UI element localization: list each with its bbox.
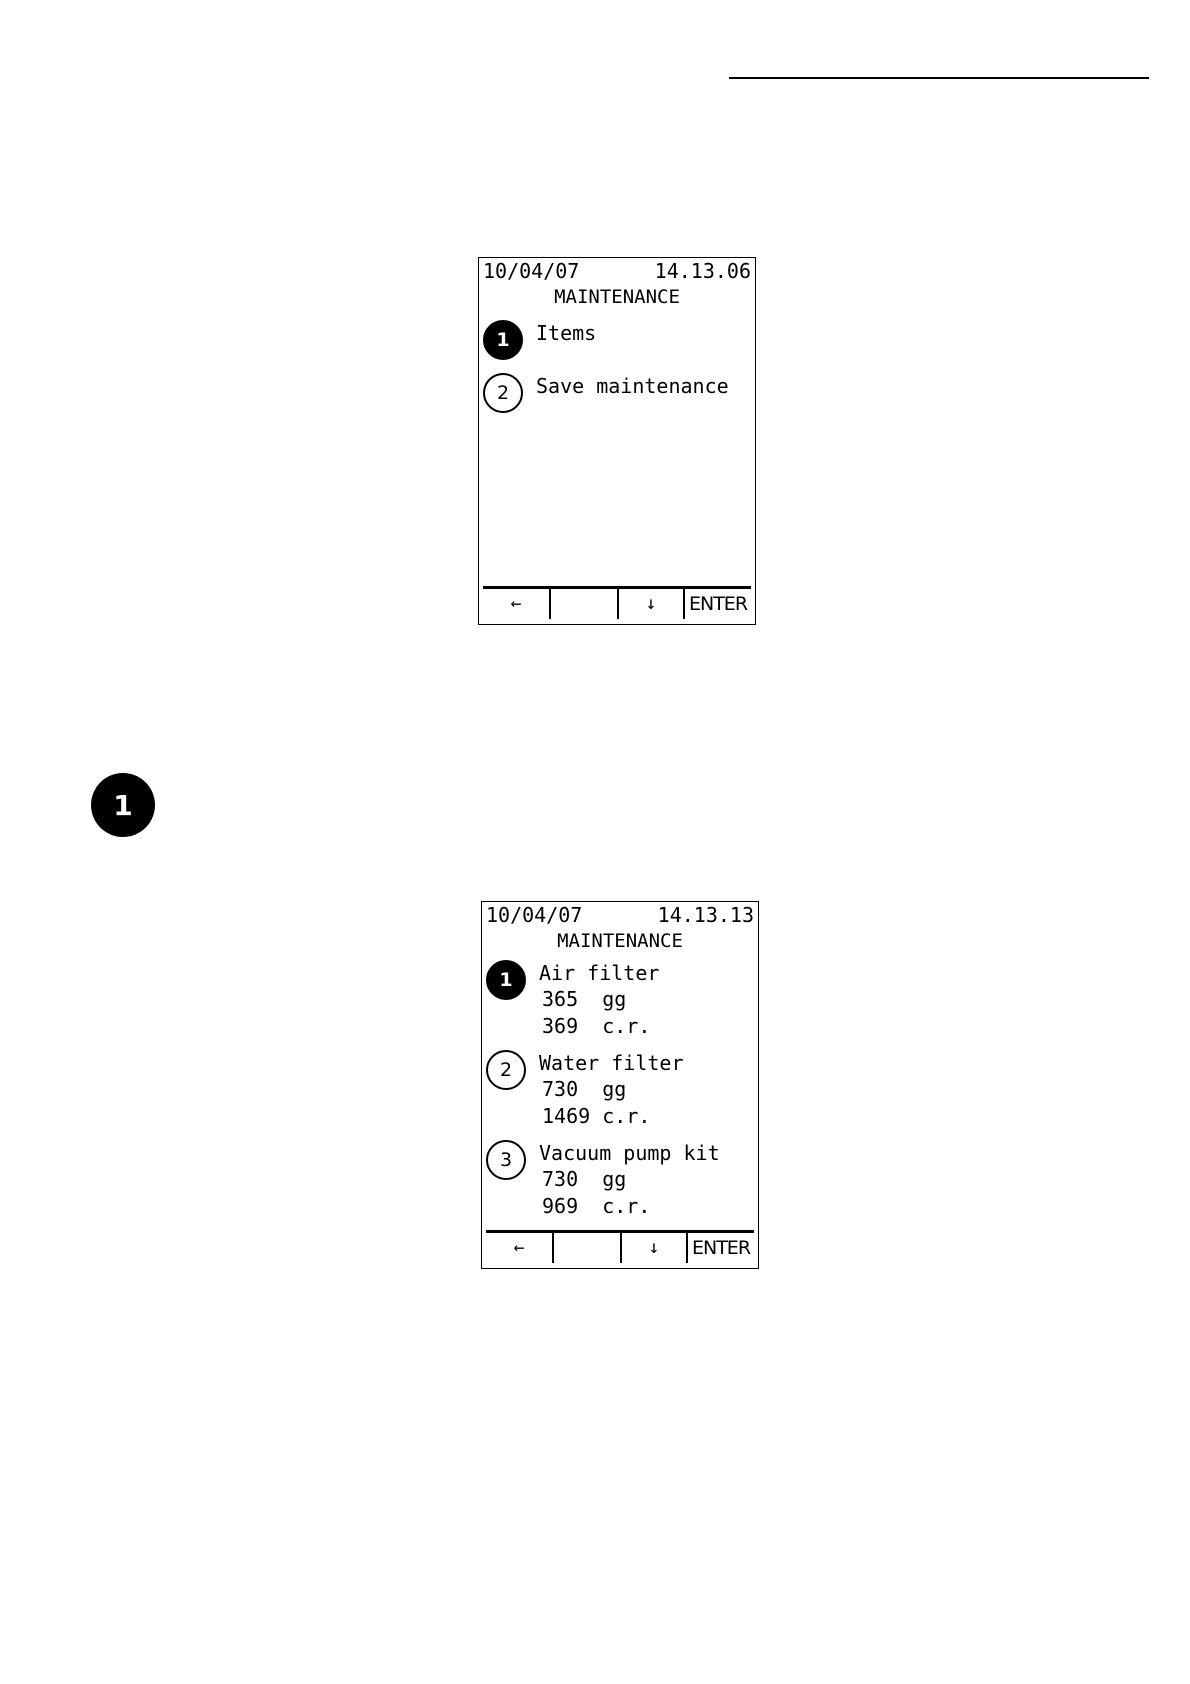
down-softkey[interactable]: ↓ <box>619 589 685 619</box>
item-cycles-value: 969 c.r. <box>542 1194 651 1218</box>
back-softkey[interactable]: ← <box>486 1233 554 1263</box>
number-badge: 2 <box>486 1050 526 1090</box>
softkey-bar <box>483 586 751 622</box>
selected-number-badge: 1 <box>486 960 526 1000</box>
item-days-value: 365 gg <box>542 987 627 1011</box>
header-rule <box>729 77 1149 79</box>
item-label: Vacuum pump kit <box>539 1141 720 1165</box>
maintenance-item-air-filter[interactable] <box>486 960 754 1044</box>
screen-title: MAINTENANCE <box>554 286 680 308</box>
menu-item-save-maintenance[interactable] <box>483 373 751 417</box>
menu-item-label: Save maintenance <box>536 374 729 398</box>
enter-softkey[interactable]: ENTER <box>688 593 748 615</box>
item-cycles-value: 369 c.r. <box>542 1014 651 1038</box>
menu-item-items[interactable] <box>483 320 751 364</box>
maintenance-items-screen <box>481 901 759 1269</box>
maintenance-menu-screen <box>478 257 756 625</box>
number-badge: 3 <box>486 1140 526 1180</box>
blank-softkey[interactable] <box>551 589 619 619</box>
date-display: 10/04/07 <box>486 903 583 927</box>
status-bar <box>486 903 754 927</box>
step-callout-badge: 1 <box>91 773 155 837</box>
screen-title: MAINTENANCE <box>557 930 683 952</box>
enter-softkey[interactable]: ENTER <box>691 1237 751 1259</box>
status-bar <box>483 259 751 283</box>
item-days-value: 730 gg <box>542 1167 627 1191</box>
selected-number-badge: 1 <box>483 320 523 360</box>
blank-softkey[interactable] <box>554 1233 622 1263</box>
time-display: 14.13.13 <box>657 903 754 927</box>
number-badge: 2 <box>483 373 523 413</box>
item-cycles-value: 1469 c.r. <box>542 1104 651 1128</box>
item-label: Water filter <box>539 1051 684 1075</box>
item-label: Air filter <box>539 961 660 985</box>
softkey-bar <box>486 1230 754 1266</box>
maintenance-item-vacuum-pump-kit[interactable] <box>486 1140 754 1224</box>
time-display: 14.13.06 <box>654 259 751 283</box>
maintenance-item-water-filter[interactable] <box>486 1050 754 1134</box>
date-display: 10/04/07 <box>483 259 580 283</box>
menu-item-label: Items <box>536 321 597 345</box>
item-days-value: 730 gg <box>542 1077 627 1101</box>
back-softkey[interactable]: ← <box>483 589 551 619</box>
down-softkey[interactable]: ↓ <box>622 1233 688 1263</box>
